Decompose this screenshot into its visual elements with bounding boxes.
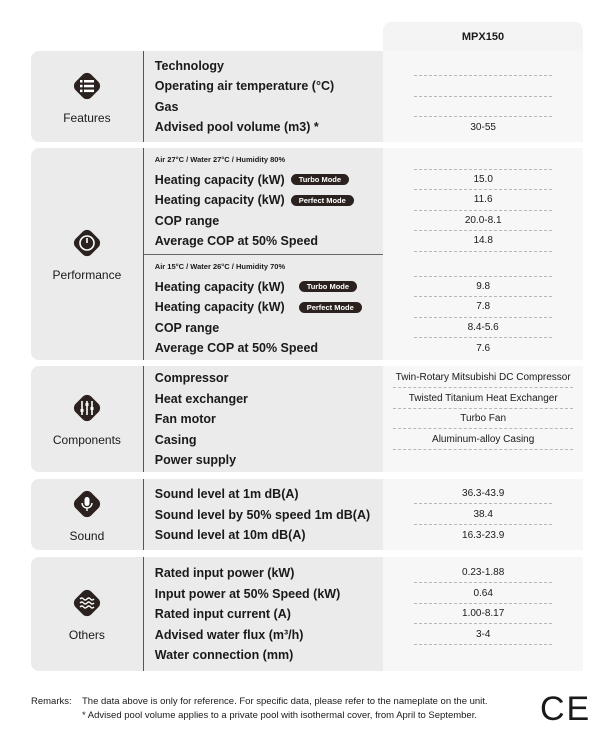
spec-value: 36.3-43.9 [414,484,552,505]
spec-label: Sound level at 10m dB(A) [154,528,306,542]
category-label: Sound [69,528,105,543]
spec-value [414,76,552,97]
spec-label: Advised water flux (m³/h) [154,627,304,642]
spec-value [414,645,552,666]
spec-value: 8.4-5.6 [414,318,552,339]
spec-value: 20.0-8.1 [414,211,552,232]
spec-label: Sound level at 1m dB(A) [154,487,299,501]
section-components [31,366,583,472]
spec-label: Rated input power (kW) [154,566,295,580]
model-header: MPX150 [383,22,583,52]
spec-label: COP range [154,213,220,228]
spec-value: 14.8 [414,231,552,252]
spec-label: Rated input current (A) [154,607,291,621]
perfect-mode-badge: Perfect Mode [299,302,362,313]
divider [144,254,384,255]
spec-value: 0.23-1.88 [414,563,552,584]
spec-value: 7.6 [476,342,491,354]
spec-value: Aluminum-alloy Casing [393,429,573,450]
spec-label: Power supply [154,453,237,467]
spec-label: Average COP at 50% Speed [154,234,319,249]
remarks-label: Remarks: [31,696,72,707]
spec-label: COP range [154,320,220,335]
category-label: Others [68,628,105,642]
remark-line: The data above is only for reference. For specific data, please refer to the nameplate on the unit. [82,696,488,707]
gauge-icon [70,226,104,260]
spec-value: Twisted Titanium Heat Exchanger [393,388,573,409]
turbo-mode-badge: Turbo Mode [299,281,357,292]
remarks [31,695,488,723]
spec-value: 9.8 [414,277,552,298]
spec-label: Heating capacity (kW) [154,300,285,315]
spec-label: Heating capacity (kW) [154,193,285,208]
section-sound [31,479,583,550]
spec-label: Compressor [154,371,229,385]
spec-label: Operating air temperature (°C) [154,79,335,94]
spec-label: Heat exchanger [154,391,248,406]
spec-value: 30-55 [470,121,496,133]
list-icon [70,69,104,103]
category-components [31,366,143,472]
spec-value [414,97,552,118]
spec-label: Gas [154,99,179,114]
microphone-icon [70,487,104,521]
spec-value [414,150,552,170]
spec-label: Water connection (mm) [154,648,294,662]
spec-label: Technology [154,58,225,73]
spec-value [393,450,573,471]
spec-value [414,56,552,77]
category-features [31,51,143,142]
section-features [31,51,583,142]
spec-value [414,257,552,277]
sliders-icon [70,391,104,425]
spec-value: 38.4 [414,504,552,525]
category-sound [31,479,143,550]
spec-value: 0.64 [414,583,552,604]
spec-value: 1.00-8.17 [414,604,552,625]
ce-mark: CE [540,690,592,728]
spec-value: 7.8 [414,297,552,318]
category-performance [31,148,143,360]
spec-value: Twin-Rotary Mitsubishi DC Compressor [393,368,573,389]
spec-label: Heating capacity (kW) [154,279,285,294]
spec-label: Average COP at 50% Speed [154,341,319,356]
remark-line: * Advised pool volume applies to a private pool with isothermal cover, from April to September. [82,710,477,721]
category-label: Features [63,110,111,125]
spec-label: Heating capacity (kW) [154,172,285,187]
section-performance [31,148,583,360]
spec-label: Sound level by 50% speed 1m dB(A) [154,507,371,522]
spec-value: Turbo Fan [393,409,573,430]
condition-label: Air 27°C / Water 27°C / Humidity 80% [154,155,286,164]
spec-label: Input power at 50% Speed (kW) [154,586,341,601]
spec-value: 3-4 [414,624,552,645]
spec-value: 15.0 [414,170,552,191]
category-label: Components [52,433,121,447]
condition-label: Air 15°C / Water 26°C / Humidity 70% [154,262,286,271]
spec-value: 11.6 [414,190,552,211]
section-others [31,557,583,671]
perfect-mode-badge: Perfect Mode [291,195,354,206]
category-label: Performance [52,268,122,282]
spec-label: Fan motor [154,412,216,426]
category-others [31,557,143,671]
turbo-mode-badge: Turbo Mode [291,174,349,185]
spec-value: 16.3-23.9 [462,529,505,541]
spec-label: Advised pool volume (m3) * [154,120,319,135]
spec-label: Casing [154,432,197,447]
water-waves-icon [70,586,104,620]
